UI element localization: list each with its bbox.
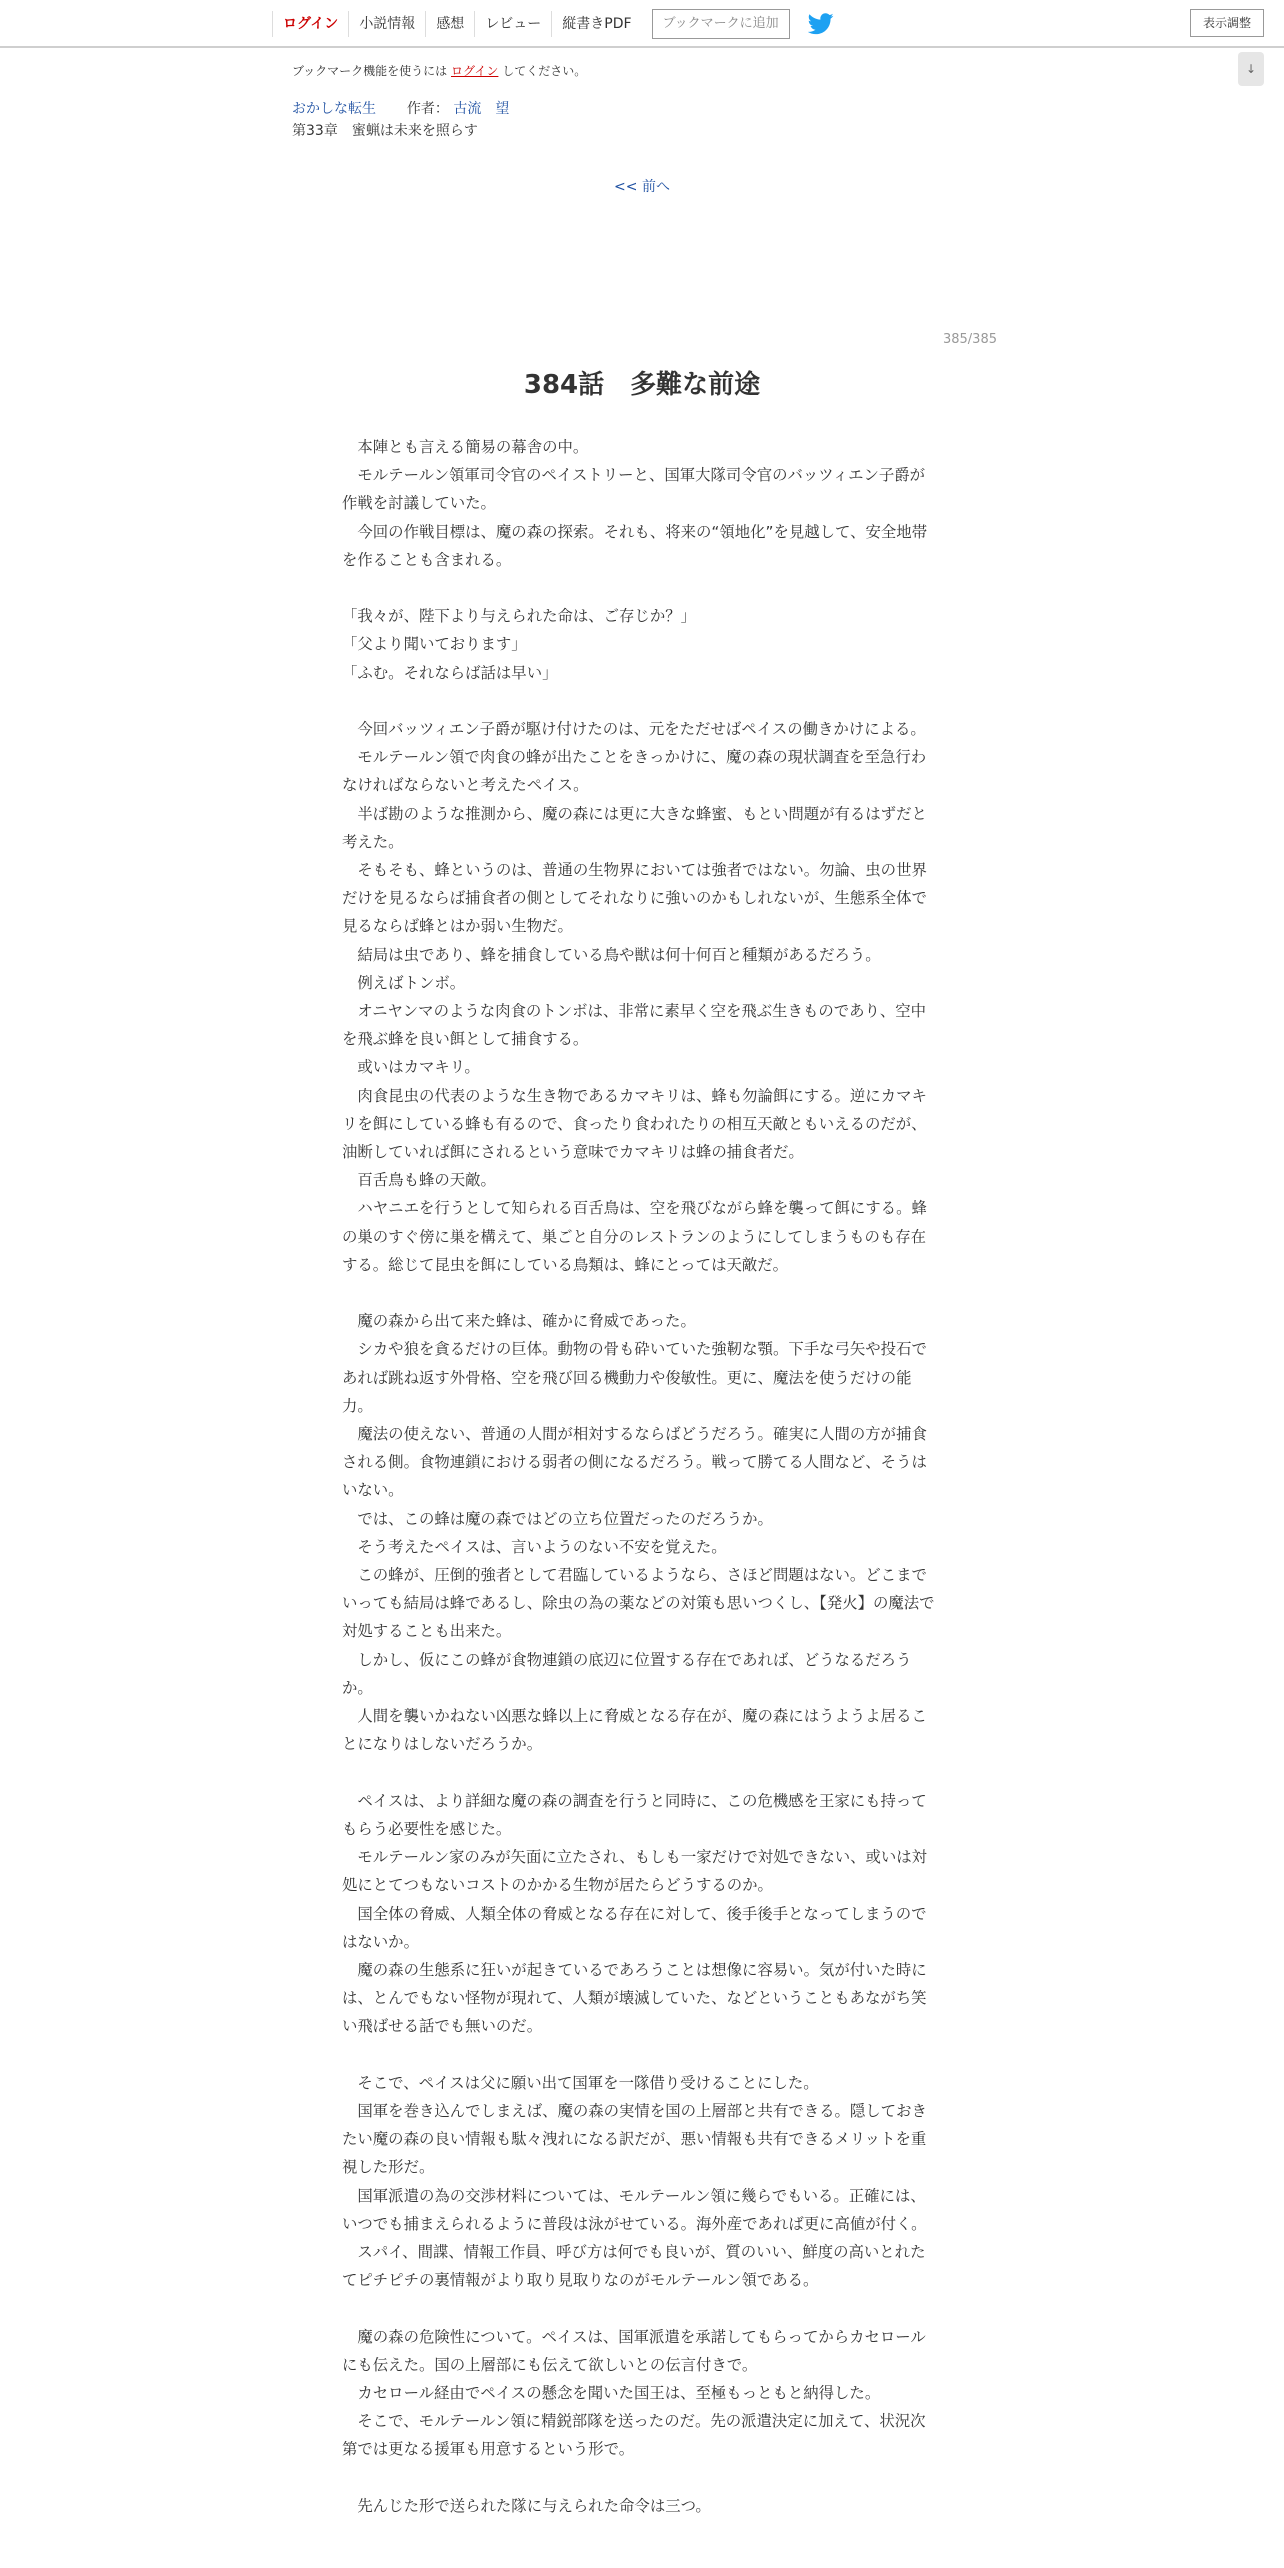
header-nav (272, 0, 834, 48)
body-paragraph: ペイスは、より詳細な魔の森の調査を行うと同時に、この危機感を王家にも持ってもらう必要性を感じた。 (342, 1791, 927, 1838)
body-paragraph: 今回の作戦目標は、魔の森の探索。それも、将来の“領地化”を見越して、安全地帯を作ることも含まれる。 (342, 522, 928, 569)
bookmark-note-suffix: してください。 (502, 64, 587, 78)
body-paragraph: 魔の森の危険性について。ペイスは、国軍派遣を承諾してもらってからカセロールにも伝えた。国の上層部にも伝えて欲しいとの伝言付きで。 (342, 2327, 926, 2374)
body-paragraph: カセロール経由でペイスの懸念を聞いた国王は、至極もっともと納得した。 (342, 2383, 881, 2402)
author-link[interactable]: 古流 望 (453, 101, 510, 117)
body-paragraph: オニヤンマのような肉食のトンボは、非常に素早く空を飛ぶ生きものであり、空中を飛ぶ蜂を良い餌として捕食する。 (342, 1002, 927, 1049)
body-paragraph: そう考えたペイスは、言いようのない不安を覚えた。 (342, 1537, 727, 1556)
vertical-pdf-link[interactable]: 縦書きPDF (551, 11, 641, 37)
body-paragraph: モルテールン家のみが矢面に立たされ、もしも一家だけで対処できない、或いは対処にとてつもないコストのかかる生物が居たらどうするのか。 (342, 1848, 928, 1895)
episode-title: 384話 多難な前途 (523, 370, 761, 400)
blank-line (342, 1279, 936, 1307)
blank-line (342, 687, 936, 715)
bookmark-note-prefix: ブックマーク機能を使うには (292, 64, 448, 78)
body-paragraph: 魔法の使えない、普通の人間が相対するならばどうだろう。確実に人間の方が捕食される側。食物連鎖における弱者の側になるだろう。戦って勝てる人間など、そうはいない。 (342, 1425, 927, 1500)
site-header (0, 0, 1284, 48)
twitter-share-button[interactable] (808, 13, 834, 35)
twitter-icon (808, 13, 834, 35)
body-paragraph: ハヤニエを行うとして知られる百舌鳥は、空を飛びながら蜂を襲って餌にする。蜂の巣のすぐ傍に巣を構えて、巣ごと自分のレストランのようにしてしまうものも存在する。総じて昆虫を餌にしている鳥類は、蜂にとっては天敵だ。 (342, 1199, 927, 1274)
body-paragraph: そこで、モルテールン領に精鋭部隊を送ったのだ。先の派遣決定に加えて、状況次第では更なる援軍も用意するという形で。 (342, 2412, 926, 2459)
novel-body (342, 433, 936, 2520)
episode-counter: 385/385 (942, 332, 997, 347)
body-paragraph: 「我々が、陛下より与えられた命は、ご存じか？」 (342, 607, 696, 626)
body-paragraph: 結局は虫であり、蜂を捕食している鳥や獣は何十何百と種類があるだろう。 (342, 945, 881, 964)
body-paragraph: 本陣とも言える簡易の幕舎の中。 (342, 438, 589, 456)
bookmark-add-button[interactable]: ブックマークに追加 (652, 9, 790, 39)
body-paragraph: 「父より聞いております」 (342, 635, 527, 654)
prev-episode-link[interactable]: << 前へ (614, 179, 670, 195)
body-paragraph: 百舌鳥も蜂の天敵。 (342, 1171, 496, 1190)
novel-info-line (292, 98, 509, 118)
body-paragraph: 魔の森の生態系に狂いが起きているであろうことは想像に容易い。気が付いた時には、とんでもない怪物が現れて、人類が壊滅していた、などということもあながち笑い飛ばせる話でも無いのだ。 (342, 1960, 927, 2036)
body-paragraph: 国軍を巻き込んでしまえば、魔の森の実情を国の上層部と共有できる。隠しておきたい魔の森の良い情報も駄々洩れになる訳だが、悪い情報も共有できるメリットを重視した形だ。 (342, 2101, 927, 2177)
blank-line (342, 1759, 936, 1787)
login-link[interactable]: ログイン (272, 11, 348, 37)
body-paragraph: 魔の森から出て来た蜂は、確かに脅威であった。 (342, 1312, 696, 1331)
body-paragraph: そこで、ペイスは父に願い出て国軍を一隊借り受けることにした。 (342, 2073, 819, 2092)
bookmark-note (292, 62, 586, 79)
body-paragraph: 今回バッツィエン子爵が駆け付けたのは、元をただせばペイスの働きかけによる。 (342, 720, 926, 738)
body-paragraph: モルテールン領で肉食の蜂が出たことをきっかけに、魔の森の現状調査を至急行わなければならないと考えたペイス。 (342, 748, 927, 795)
body-paragraph: スパイ、間諜、情報工作員、呼び方は何でも良いが、質のいい、鮮度の高いとれたてピチピチの裏情報がより取り見取りなのがモルテールン領である。 (342, 2242, 926, 2290)
body-paragraph: 「ふむ。それならば話は早い」 (342, 663, 558, 682)
blank-line (342, 2464, 936, 2492)
body-paragraph: そもそも、蜂というのは、普通の生物界においては強者ではない。勿論、虫の世界だけを見るならば捕食者の側としてそれなりに強いのかもしれないが、生態系全体で見るならば蜂とはか弱い生物だ。 (342, 861, 927, 936)
body-paragraph: この蜂が、圧倒的強者として君臨しているようなら、さほど問題はない。どこまでいっても結局は蜂であるし、除虫の為の薬などの対策も思いつくし、【発火】の魔法で対処することも出来た。 (342, 1566, 935, 1641)
blank-line (342, 574, 936, 602)
body-paragraph: 先んじた形で送られた隊に与えられた命令は三つ。 (342, 2496, 711, 2515)
body-paragraph: 国軍派遣の為の交渉材料については、モルテールン領に幾らでもいる。正確には、いつでも捕まえられるように普段は泳がせている。海外産であれば更に高値が付く。 (342, 2186, 927, 2233)
body-paragraph: モルテールン領軍司令官のペイストリーと、国軍大隊司令官のバッツィエン子爵が作戦を討議していた。 (342, 466, 926, 513)
body-paragraph: しかし、仮にこの蜂が食物連鎖の底辺に位置する存在であれば、どうなるだろうか。 (342, 1650, 912, 1697)
novel-info-link[interactable]: 小説情報 (348, 11, 425, 37)
display-settings-button[interactable]: 表示調整 (1190, 9, 1264, 37)
review-link[interactable]: レビュー (474, 11, 551, 37)
bookmark-note-login-link[interactable]: ログイン (451, 64, 499, 78)
blank-line (342, 2294, 936, 2322)
body-paragraph: では、この蜂は魔の森ではどの立ち位置だったのだろうか。 (342, 1509, 773, 1528)
body-paragraph: 或いはカマキリ。 (342, 1058, 480, 1077)
body-paragraph: シカや狼を貪るだけの巨体。動物の骨も砕いていた強靭な顎。下手な弓矢や投石であれば跳ね返す外骨格、空を飛び回る機動力や俊敏性。更に、魔法を使うだけの能力。 (342, 1340, 927, 1415)
scroll-down-button[interactable]: ↓ (1238, 52, 1264, 86)
novel-title-link[interactable]: おかしな転生 (292, 101, 376, 117)
body-paragraph: 半ば勘のような推測から、魔の森には更に大きな蜂蜜、もとい問題が有るはずだと考えた。 (342, 804, 927, 851)
author-label: 作者： (406, 101, 449, 117)
body-paragraph: 肉食昆虫の代表のような生き物であるカマキリは、蜂も勿論餌にする。逆にカマキリを餌にしている蜂も有るので、食ったり食われたりの相互天敵ともいえるのだが、油断していれば餌にされるという意味でカマキリは蜂の捕食者だ。 (342, 1086, 927, 1162)
blank-line (342, 2041, 936, 2069)
body-paragraph: 国全体の脅威、人類全体の脅威となる存在に対して、後手後手となってしまうのではないか。 (342, 1904, 927, 1951)
body-paragraph: 人間を襲いかねない凶悪な蜂以上に脅威となる存在が、魔の森にはうようよ居ることになりはしないだろうか。 (342, 1707, 927, 1754)
chapter-title: 第33章 蜜蝋は未来を照らす (292, 123, 478, 139)
impressions-link[interactable]: 感想 (425, 11, 474, 37)
body-paragraph: 例えばトンボ。 (342, 973, 466, 992)
